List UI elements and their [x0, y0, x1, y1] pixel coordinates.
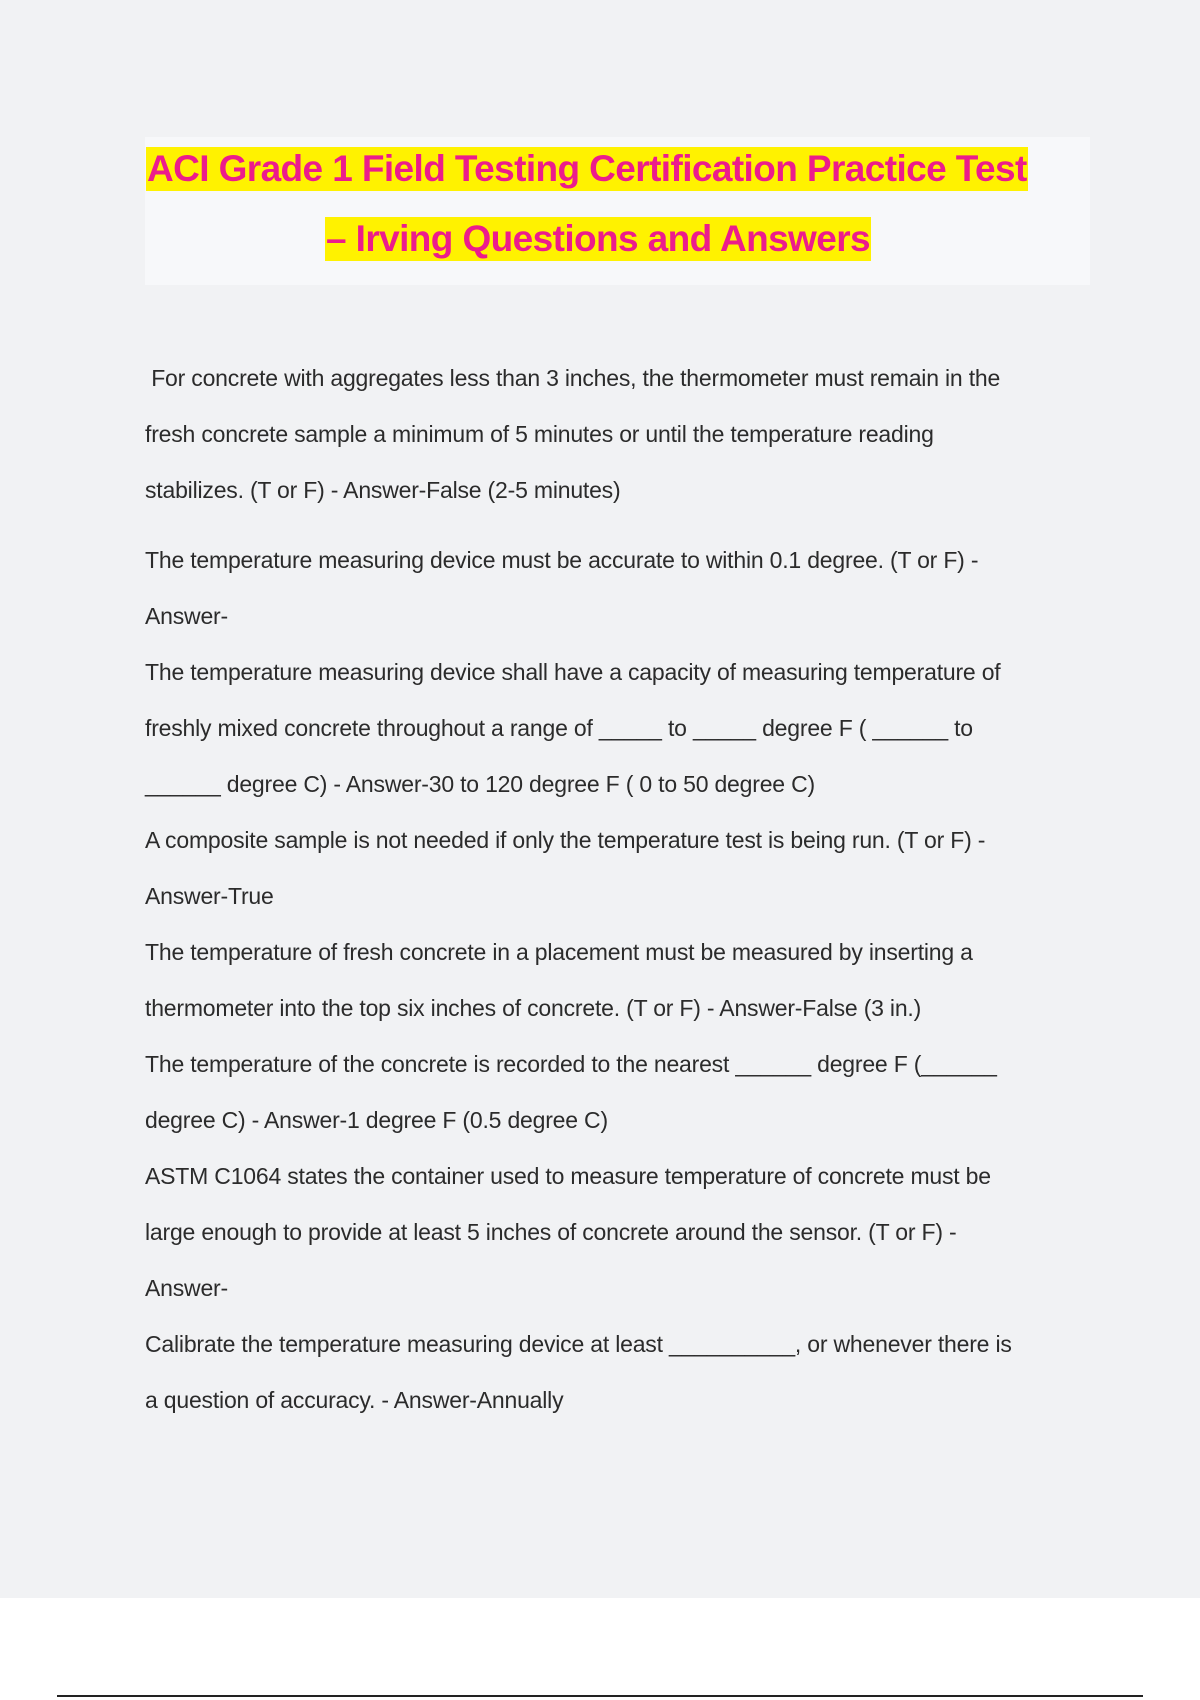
- qa-line: The temperature of the concrete is recorded to the nearest ______ degree F (______: [145, 1051, 997, 1077]
- qa-item: [145, 350, 1090, 518]
- title-block: [145, 137, 1090, 285]
- qa-line: a question of accuracy. - Answer-Annually: [145, 1387, 564, 1413]
- qa-line: The temperature measuring device must be accurate to within 0.1 degree. (T or F) -: [145, 547, 979, 573]
- qa-line: For concrete with aggregates less than 3 inches, the thermometer must remain in the: [145, 365, 1001, 391]
- qa-line: fresh concrete sample a minimum of 5 minutes or until the temperature reading: [145, 421, 934, 447]
- qa-line: ______ degree C) - Answer-30 to 120 degree F ( 0 to 50 degree C): [145, 771, 815, 797]
- document-title-line-1: ACI Grade 1 Field Testing Certification Practice Test: [147, 148, 1027, 189]
- qa-line: stabilizes. (T or F) - Answer-False (2-5 minutes): [145, 477, 621, 503]
- qa-line: The temperature of fresh concrete in a placement must be measured by inserting a: [145, 939, 973, 965]
- qa-item: [145, 924, 1090, 1036]
- qa-list: [145, 350, 1090, 1428]
- qa-line: freshly mixed concrete throughout a range of _____ to _____ degree F ( ______ to: [145, 715, 973, 741]
- qa-line: ASTM C1064 states the container used to measure temperature of concrete must be: [145, 1163, 991, 1189]
- qa-line: Answer-True: [145, 883, 274, 909]
- footer-divider: [57, 1695, 1143, 1697]
- qa-line: The temperature measuring device shall have a capacity of measuring temperature of: [145, 659, 1001, 685]
- qa-line: thermometer into the top six inches of concrete. (T or F) - Answer-False (3 in.): [145, 995, 922, 1021]
- qa-item: [145, 532, 1090, 644]
- qa-line: large enough to provide at least 5 inches of concrete around the sensor. (T or F) -: [145, 1219, 957, 1245]
- qa-line: Calibrate the temperature measuring device at least __________, or whenever there is: [145, 1331, 1012, 1357]
- document-title-line-2: – Irving Questions and Answers: [326, 218, 870, 259]
- qa-item: [145, 1316, 1090, 1428]
- qa-item: [145, 644, 1090, 812]
- qa-item: [145, 812, 1090, 924]
- qa-item: [145, 1036, 1090, 1148]
- qa-line: degree C) - Answer-1 degree F (0.5 degree C): [145, 1107, 608, 1133]
- qa-line: Answer-: [145, 1275, 228, 1301]
- qa-line: A composite sample is not needed if only the temperature test is being run. (T or F) -: [145, 827, 986, 853]
- qa-line: Answer-: [145, 603, 228, 629]
- qa-item: [145, 1148, 1090, 1316]
